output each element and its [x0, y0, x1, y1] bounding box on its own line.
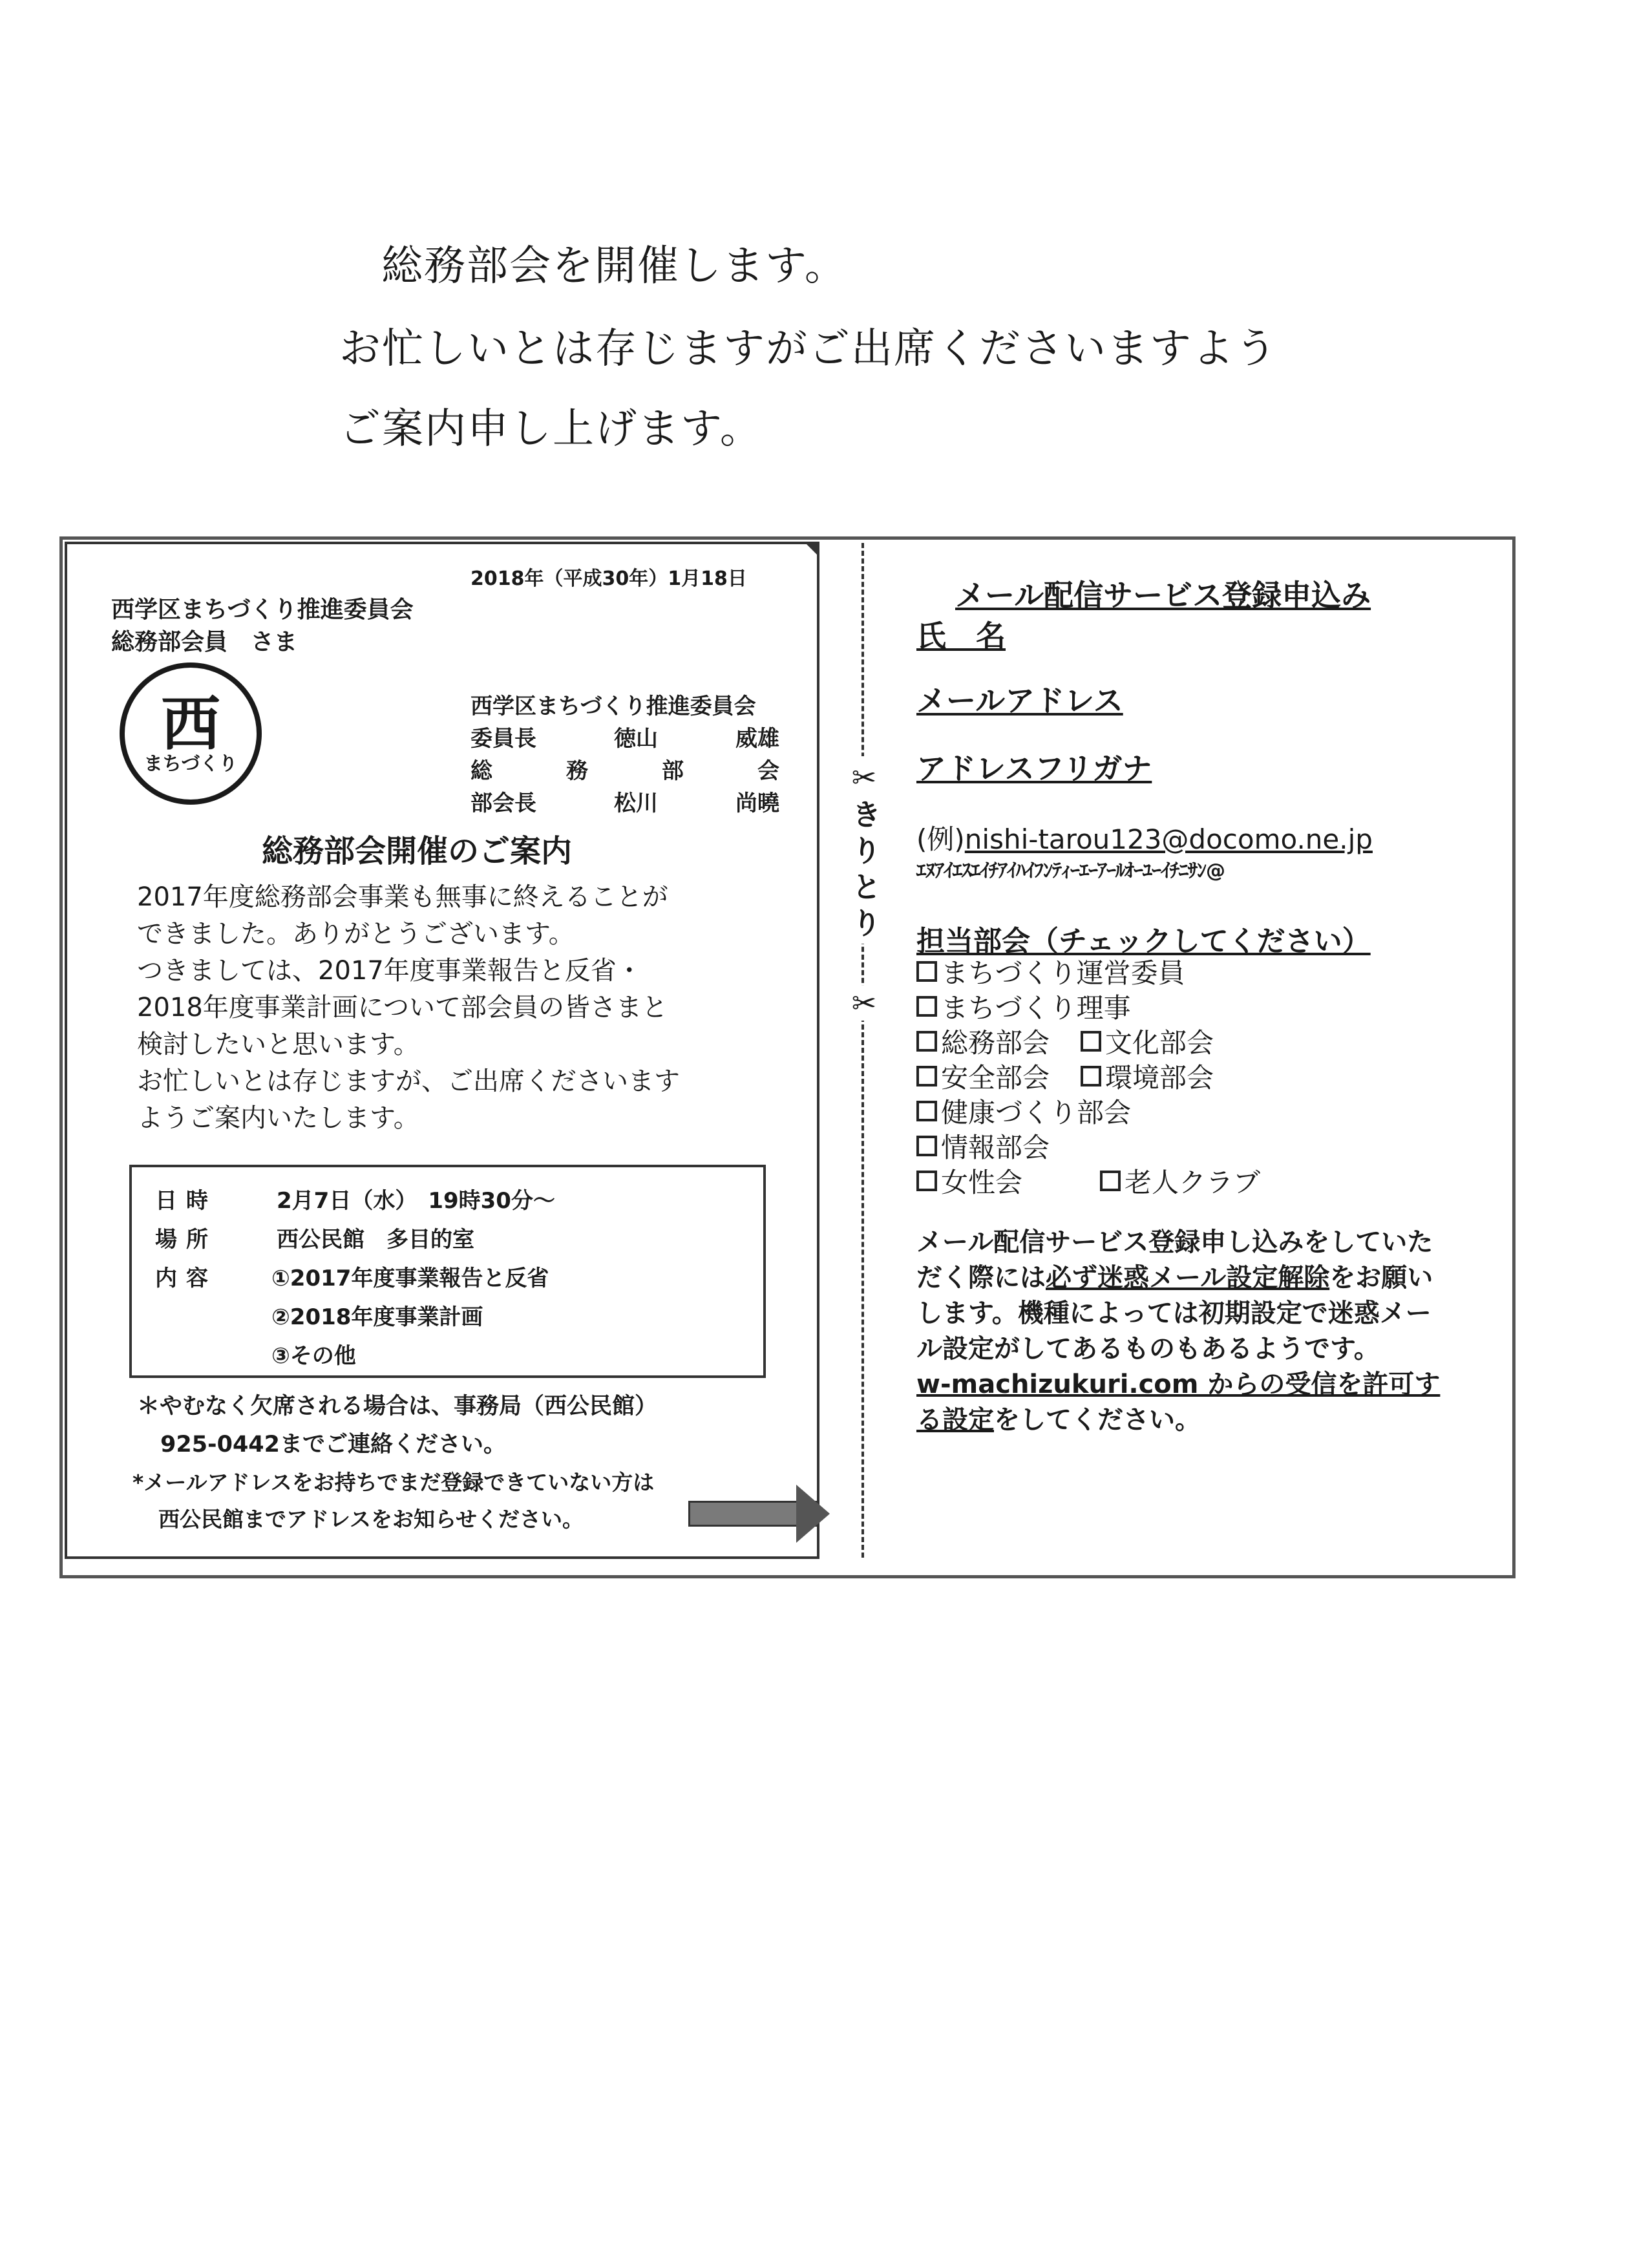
checkbox[interactable]: [916, 996, 937, 1017]
cut-line: [861, 543, 864, 1558]
dept-label: 女性会: [941, 1167, 1023, 1198]
dept-label: 情報部会: [941, 1132, 1050, 1163]
agenda-item: ①2017年度事業報告と反省: [271, 1266, 549, 1291]
checkbox[interactable]: [916, 1171, 937, 1191]
sender-dept-char: 会: [757, 758, 779, 784]
sender-title: 部会長: [470, 790, 536, 816]
body-line: ようご案内いたします。: [137, 1103, 419, 1133]
where-value: 西公民館 多目的室: [277, 1227, 474, 1253]
scissors-icon: ✂: [851, 760, 877, 795]
notice-body: [137, 879, 680, 1137]
checkbox[interactable]: [916, 961, 937, 982]
agenda-item: ②2018年度事業計画: [271, 1304, 483, 1330]
arrow-head-icon: [796, 1485, 830, 1543]
dept-pair: [916, 1024, 1260, 1059]
dept-label: 文化部会: [1105, 1027, 1214, 1059]
dept-option[interactable]: [1100, 1163, 1260, 1198]
dept-option[interactable]: [916, 1163, 1022, 1198]
notice-title: 総務部会開催のご案内: [262, 833, 573, 869]
dept-option[interactable]: [1081, 1059, 1214, 1094]
addressee-org: 西学区まちづくり推進委員会: [111, 597, 414, 623]
spam-line: w-machizukuri.com からの受信を許可す: [916, 1370, 1441, 1399]
spam-line: します。機種によっては初期設定で迷惑メー: [916, 1298, 1431, 1328]
sender-given: 威雄: [735, 726, 779, 752]
spam-emphasis: 必ず迷惑メール設定解除: [1046, 1263, 1330, 1293]
sender-title: 委員長: [470, 726, 536, 752]
addressee: 総務部会員 さま: [111, 629, 298, 655]
corner-mark: [804, 542, 817, 555]
when-value: 2月7日（水） 19時30分〜: [277, 1188, 555, 1214]
dept-option[interactable]: [916, 954, 1260, 989]
checkbox[interactable]: [1081, 1031, 1101, 1052]
sender-row-chair: [470, 721, 779, 752]
logo: [120, 662, 262, 805]
body-line: 2018年度事業計画について部会員の皆さまと: [137, 993, 668, 1023]
dept-option[interactable]: [916, 1094, 1260, 1129]
when-label: 日時: [155, 1188, 217, 1214]
dept-label: 安全部会: [941, 1062, 1050, 1094]
form-title: メール配信サービス登録申込み: [955, 578, 1371, 613]
what-label: 内容: [155, 1266, 217, 1291]
spam-emphasis: る設定: [916, 1405, 994, 1435]
sender-dept-char: 総: [470, 758, 492, 784]
dept-option[interactable]: [1081, 1024, 1214, 1059]
dept-label: 総務部会: [941, 1027, 1050, 1059]
dept-label: 老人クラブ: [1125, 1167, 1261, 1198]
body-line: 検討したいと思います。: [137, 1030, 419, 1059]
dept-label: 健康づくり部会: [941, 1097, 1132, 1129]
body-line: 2017年度総務部会事業も無事に終えることが: [137, 882, 668, 912]
dept-heading: 担当部会（チェックしてください）: [916, 925, 1371, 958]
checkbox[interactable]: [916, 1136, 937, 1156]
checkbox[interactable]: [916, 1101, 937, 1121]
body-line: つきましては、2017年度事業報告と反省・: [137, 956, 642, 986]
furigana-label: アドレスフリガナ: [916, 751, 1152, 786]
notice-date: 2018年（平成30年）1月18日: [470, 567, 747, 590]
dept-label: 環境部会: [1105, 1062, 1214, 1094]
agenda-item: ③その他: [271, 1343, 356, 1369]
name-label: 氏 名: [916, 619, 1006, 653]
spam-text: をしてください。: [994, 1405, 1201, 1435]
logo-emblem-icon: 西: [160, 689, 220, 759]
example-email: nishi-tarou123@docomo.ne.jp: [964, 823, 1373, 855]
dept-label: まちづくり運営委員: [941, 957, 1185, 989]
sender-row-dept: [470, 753, 779, 785]
dept-option[interactable]: [916, 1059, 1050, 1094]
example-email-line: [916, 818, 1373, 857]
sender-dept-char: 部: [662, 758, 684, 784]
sender-org: 西学区まちづくり推進委員会: [470, 694, 756, 719]
sender-row-head: [470, 785, 779, 817]
dept-pair: [916, 1059, 1260, 1094]
dept-list: [916, 954, 1260, 1198]
logo-text: まちづくり: [143, 752, 238, 774]
email-label: メールアドレス: [916, 683, 1123, 718]
checkbox[interactable]: [1081, 1066, 1101, 1086]
sender-surname: 松川: [614, 790, 658, 816]
registration-note: *メールアドレスをお持ちでまだ登録できていない方は: [132, 1470, 655, 1495]
absence-phone: 925-0442までご連絡ください。: [160, 1432, 506, 1457]
spam-line: メール配信サービス登録申し込みをしていた: [916, 1227, 1433, 1257]
registration-note-2: 西公民館までアドレスをお知らせください。: [158, 1507, 584, 1532]
spam-text: だく際には: [916, 1263, 1046, 1293]
scissors-icon: ✂: [843, 986, 885, 1021]
dept-pair: [916, 1163, 1260, 1198]
cut-text: きりとり: [847, 799, 882, 944]
checkbox[interactable]: [916, 1066, 937, 1086]
intro-line-3: ご案内申し上げます。: [339, 405, 763, 453]
absence-note: ＊やむなく欠席される場合は、事務局（西公民館）: [137, 1394, 658, 1419]
checkbox[interactable]: [916, 1031, 937, 1052]
spam-line: ル設定がしてあるものもあるようです。: [916, 1334, 1380, 1364]
body-line: できました。ありがとうございます。: [137, 919, 575, 949]
body-line: お忙しいとは存じますが、ご出席くださいます: [137, 1066, 680, 1096]
dept-option[interactable]: [916, 989, 1260, 1024]
example-kana: ｴﾇｱｲｴｽｴｲﾁｱｲﾊｲﾌﾝﾃｨｰｴｰｱｰﾙｵｰﾕｰｲﾁﾆｻﾝ@: [916, 860, 1225, 882]
cut-label: [843, 756, 885, 944]
sender-dept-char: 務: [566, 758, 588, 784]
dept-option[interactable]: [916, 1024, 1050, 1059]
example-prefix: (例): [916, 823, 965, 855]
checkbox[interactable]: [1100, 1171, 1121, 1191]
sender-given: 尚曉: [735, 790, 779, 816]
dept-option[interactable]: [916, 1129, 1260, 1163]
spam-text: をお願い: [1329, 1263, 1433, 1293]
where-label: 場所: [155, 1227, 217, 1253]
spam-line: [916, 1403, 1440, 1438]
dept-label: まちづくり理事: [941, 992, 1131, 1024]
intro-line-2: お忙しいとは存じますがご出席くださいますよう: [339, 325, 1278, 373]
spam-note: [916, 1225, 1440, 1438]
spam-line: [916, 1260, 1440, 1296]
sender-surname: 徳山: [614, 726, 658, 752]
intro-line-1: 総務部会を開催します。: [381, 242, 847, 290]
